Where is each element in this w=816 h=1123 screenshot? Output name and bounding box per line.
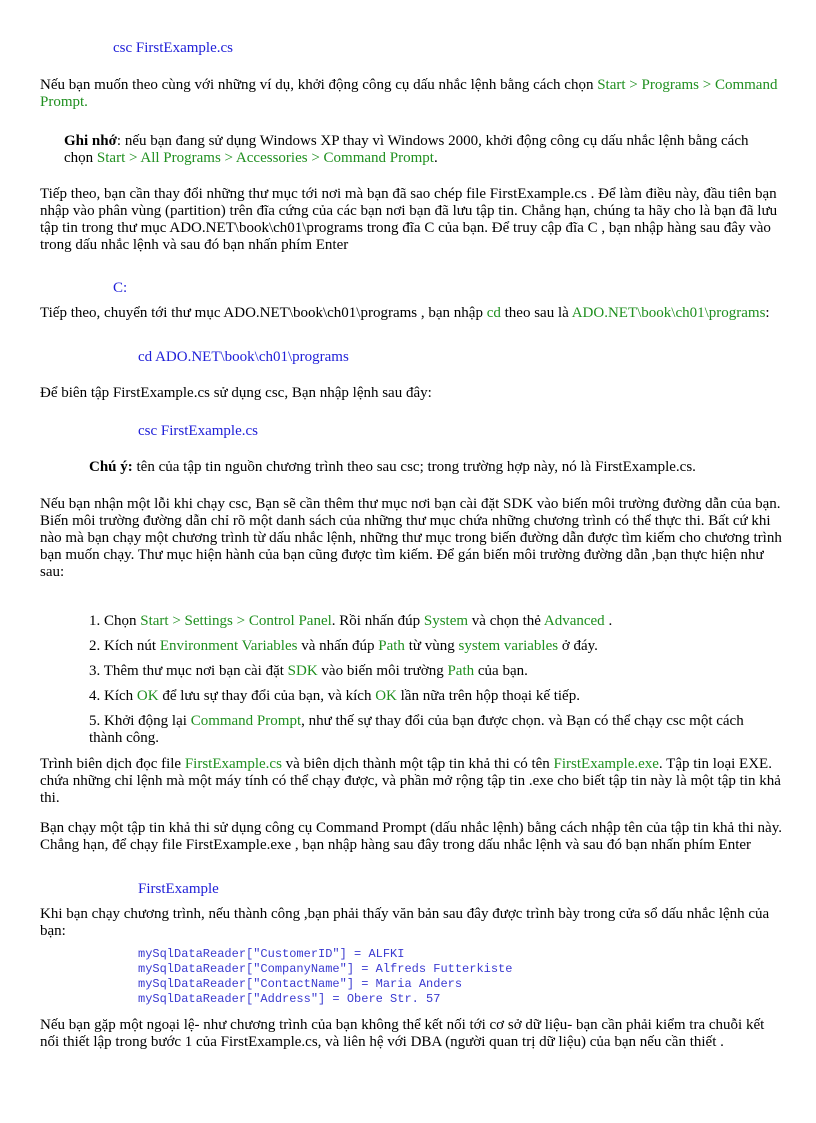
- paragraph-output: Khi bạn chạy chương trình, nếu thành công ,bạn phải thấy văn bản sau đây được trình bày trong cửa sổ dấu nhắc lệnh của bạn:: [40, 906, 770, 939]
- note-source-file: Chú ý: tên của tập tin nguồn chương trình theo sau csc; trong trường hợp này, nó là FirstExample.cs.: [89, 459, 696, 475]
- console-output: [138, 947, 512, 1007]
- paragraph-change-directory: Tiếp theo, bạn cần thay đổi những thư mục tới nơi mà bạn đã sao chép file FirstExample.cs . Để làm điều này, đầu tiên bạn nhập vào phân vùng (partition) trên đĩa cứng của các bạn nơi bạn đã lưu tập tin. Chẳng hạn, chúng ta hãy cho là bạn đã lưu tập tin trong thư mục ADO.NET\book\ch01\programs trong đĩa C của bạn. Để truy cập đĩa C , bạn nhập hàng sau đây vào trong dấu nhắc lệnh và sau đó bạn nhấn phím Enter: [40, 186, 778, 253]
- step-1: 1. Chọn Start > Settings > Control Panel. Rồi nhấn đúp System và chọn thẻ Advanced .: [89, 613, 613, 629]
- compile-command-top: csc FirstExample.cs: [113, 40, 233, 56]
- menu-path-xp: Start > All Programs > Accessories > Command Prompt: [96, 150, 434, 166]
- paragraph-csc-error: Nếu bạn nhận một lỗi khi chạy csc, Bạn sẽ cần thêm thư mục nơi bạn cài đặt SDK vào biến môi trường đường dẫn của bạn. Biến môi trường đường dẫn chỉ rõ một danh sách của những thư mục chứa những chương trình có thể thực thi. Bất cứ khi nào mà bạn chạy một chương trình từ dấu nhắc lệnh, những thư mục trong biến đường dẫn được tìm kiếm cho chương trình bạn muốn chạy. Thư mục hiện hành của bạn cũng được tìm kiếm. Để gán biến môi trường đường dẫn ,bạn thực hiện như sau:: [40, 496, 782, 580]
- step-4: 4. Kích OK để lưu sự thay đổi của bạn, và kích OK lần nữa trên hộp thoại kế tiếp.: [89, 688, 580, 704]
- cd-command: cd ADO.NET\book\ch01\programs: [138, 349, 349, 365]
- cd-keyword: cd: [486, 305, 501, 321]
- paragraph-run: Bạn chạy một tập tin khả thi sử dụng công cụ Command Prompt (dấu nhắc lệnh) bằng cách nhập tên của tập tin khả thi này. Chẳng hạn, để chạy file FirstExample.exe , bạn nhập hàng sau đây trong dấu nhắc lệnh và sau đó bạn nhấn phím Enter: [40, 820, 782, 853]
- note-windows-xp: Ghi nhớ: nếu bạn đang sử dụng Windows XP thay vì Windows 2000, khởi động công cụ dấu nhắc lệnh bằng cách chọn Start > All Programs > Accessories > Command Prompt.: [64, 133, 749, 166]
- paragraph-exe: Trình biên dịch đọc file FirstExample.cs và biên dịch thành một tập tin khả thi có tên FirstExample.exe. Tập tin loại EXE. chứa những chỉ lệnh mà một máy tính có thể chạy được, và phần mở rộng tập tin .exe cho biết tập tin này là một tập tin khả thi.: [40, 756, 781, 806]
- drive-command: C:: [113, 280, 128, 296]
- compile-command: csc FirstExample.cs: [138, 423, 258, 439]
- output-line: mySqlDataReader["CustomerID"] = ALFKI: [138, 947, 405, 961]
- output-line: mySqlDataReader["CompanyName"] = Alfreds Futterkiste: [138, 962, 513, 976]
- cd-path: ADO.NET\book\ch01\programs: [571, 305, 766, 321]
- paragraph-compile: Để biên tập FirstExample.cs sử dụng csc, Bạn nhập lệnh sau đây:: [40, 385, 432, 401]
- step-5: 5. Khởi động lại Command Prompt, như thế sự thay đổi của bạn được chọn. và Bạn có thể chạy csc một cách thành công.: [89, 713, 744, 746]
- note-label: Ghi nhớ: [64, 133, 117, 149]
- step-3: 3. Thêm thư mục nơi bạn cài đặt SDK vào biến môi trường Path của bạn.: [89, 663, 528, 679]
- paragraph-cd: Tiếp theo, chuyển tới thư mục ADO.NET\book\ch01\programs , bạn nhập cd theo sau là ADO.NET\book\ch01\programs:: [40, 305, 770, 321]
- output-line: mySqlDataReader["Address"] = Obere Str. 57: [138, 992, 441, 1006]
- output-line: mySqlDataReader["ContactName"] = Maria Anders: [138, 977, 463, 991]
- run-command: FirstExample: [138, 881, 219, 897]
- paragraph-open-prompt: Nếu bạn muốn theo cùng với những ví dụ, khởi động công cụ dấu nhắc lệnh bằng cách chọn Start > Programs > Command Prompt.: [40, 77, 778, 110]
- step-2: 2. Kích nút Environment Variables và nhấn đúp Path từ vùng system variables ở đáy.: [89, 638, 598, 654]
- note-label: Chú ý:: [89, 459, 133, 475]
- paragraph-exception: Nếu bạn gặp một ngoại lệ- như chương trình của bạn không thể kết nối tới cơ sở dữ liệu- bạn cần phải kiểm tra chuỗi kết nối thiết lập trong bước 1 của FirstExample.cs, và liên hệ với DBA (người quan trị dữ liệu) của bạn nếu cần thiết .: [40, 1017, 765, 1050]
- steps-list: [89, 613, 779, 755]
- menu-path: Start > Programs > Command Prompt.: [40, 77, 778, 110]
